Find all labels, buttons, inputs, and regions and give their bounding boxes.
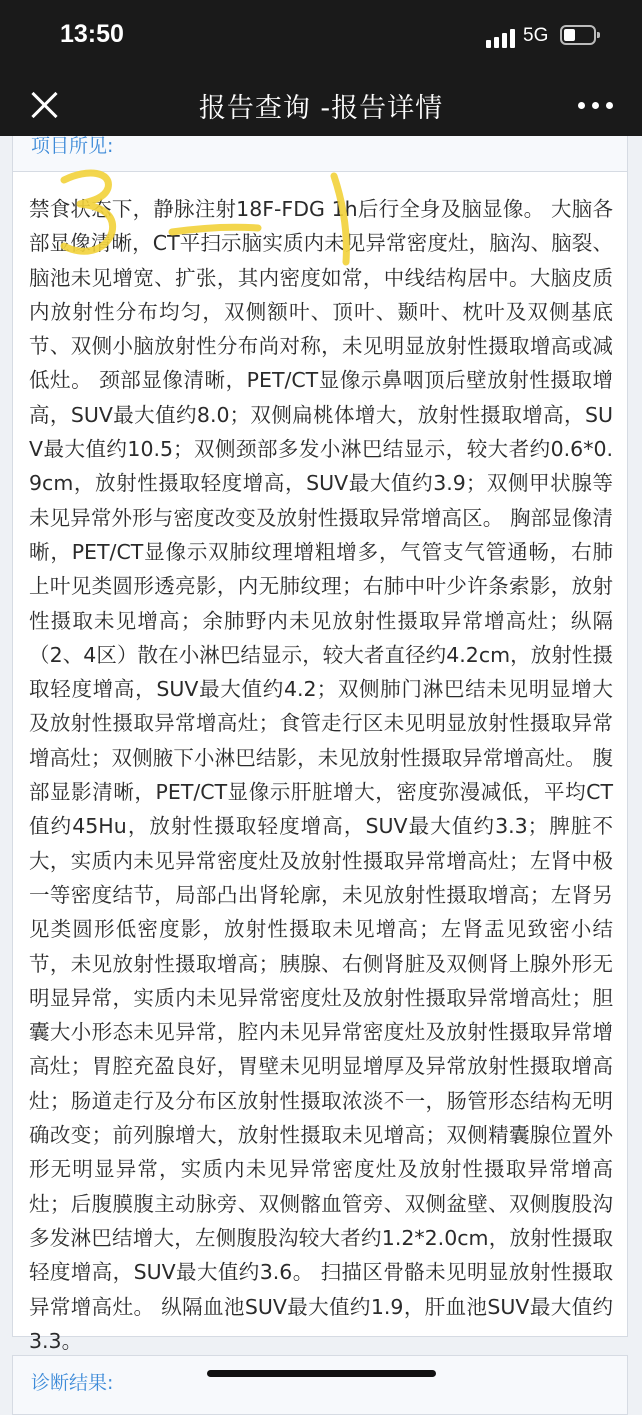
- more-icon[interactable]: [578, 102, 614, 110]
- network-type: 5G: [523, 25, 549, 46]
- findings-card: [12, 171, 628, 1353]
- home-indicator[interactable]: [207, 1370, 436, 1377]
- status-time: 13:50: [60, 20, 124, 48]
- findings-header: [12, 136, 628, 172]
- diagnosis-label: 诊断结果:: [31, 1372, 114, 1394]
- findings-text: 禁食状态下，静脉注射18F-FDG 1h后行全身及脑显像。 大脑各部显像清晰，CT平扫示脑实质内未见异常密度灶，脑沟、脑裂、脑池未见增宽、扩张，其内密度如常，中线结构居中。大脑皮质内放射性分布均匀，双侧额叶、顶叶、颞叶、枕叶及双侧基底节、双侧小脑放射性分布尚对称，未见明显放射性摄取增高或减低灶。 颈部显像清晰，PET/CT显像示鼻咽顶后壁放射性摄取增高，SUV最大值约8.0；双侧扁桃体增大，放射性摄取增高，SUV最大值约10.5；双侧颈部多发小淋巴结显示，较大者约0.6*0.9cm，放射性摄取轻度增高，SUV最大值约3.9；双侧甲状腺等未见异常外形与密度改变及放射性摄取异常增高区。 胸部显像清晰，PET/CT显像示双肺纹理增粗增多，气管支气管通畅，右肺上叶见类圆形透亮影，内无肺纹理；右肺中叶少许条索影，放射性摄取未见增高；余肺野内未见放射性摄取异常增高灶；纵隔（2、4区）散在小淋巴结显示，较大者直径约4.2cm，放射性摄取轻度增高，SUV最大值约4.2；双侧肺门淋巴结未见明显增大及放射性摄取异常增高灶；食管走行区未见明显放射性摄取异常增高灶；双侧腋下小淋巴结影，未见放射性摄取异常增高灶。 腹部显影清晰，PET/CT显像示肝脏增大，密度弥漫减低，平均CT值约45Hu，放射性摄取轻度增高，SUV最大值约3.3；脾脏不大，实质内未见异常密度灶及放射性摄取异常增高灶；左肾中极一等密度结节，局部凸出肾轮廓，未见放射性摄取增高；左肾另见类圆形低密度影，放射性摄取未见增高；左肾盂见致密小结节，未见放射性摄取增高；胰腺、右侧肾脏及双侧肾上腺外形无明显异常，实质内未见异常密度灶及放射性摄取异常增高灶；胆囊大小形态未见异常，腔内未见异常密度灶及放射性摄取异常增高灶；胃腔充盈良好，胃壁未见明显增厚及异常放射性摄取增高灶；肠道走行及分布区放射性摄取浓淡不一，肠管形态结构无明确改变；前列腺增大，放射性摄取未见增高；双侧精囊腺位置外形无明显异常，实质内未见异常密度灶及放射性摄取异常增高灶；后腹膜腹主动脉旁、双侧髂血管旁、双侧盆壁、双侧腹股沟多发淋巴结增大，左侧腹股沟较大者约1.2*2.0cm，放射性摄取轻度增高，SUV最大值约3.6。 扫描区骨骼未见明显放射性摄取异常增高灶。 纵隔血池SUV最大值约1.9，肝血池SUV最大值约3.3。: [29, 197, 613, 1353]
- signal-bars-icon: [486, 28, 518, 48]
- findings-label: 项目所见:: [31, 135, 114, 157]
- diagnosis-header: [12, 1355, 628, 1415]
- battery-icon: [560, 25, 596, 45]
- page-title: 报告查询 -报告详情: [198, 93, 444, 124]
- status-bar: [0, 0, 642, 72]
- nav-bar: [0, 72, 642, 136]
